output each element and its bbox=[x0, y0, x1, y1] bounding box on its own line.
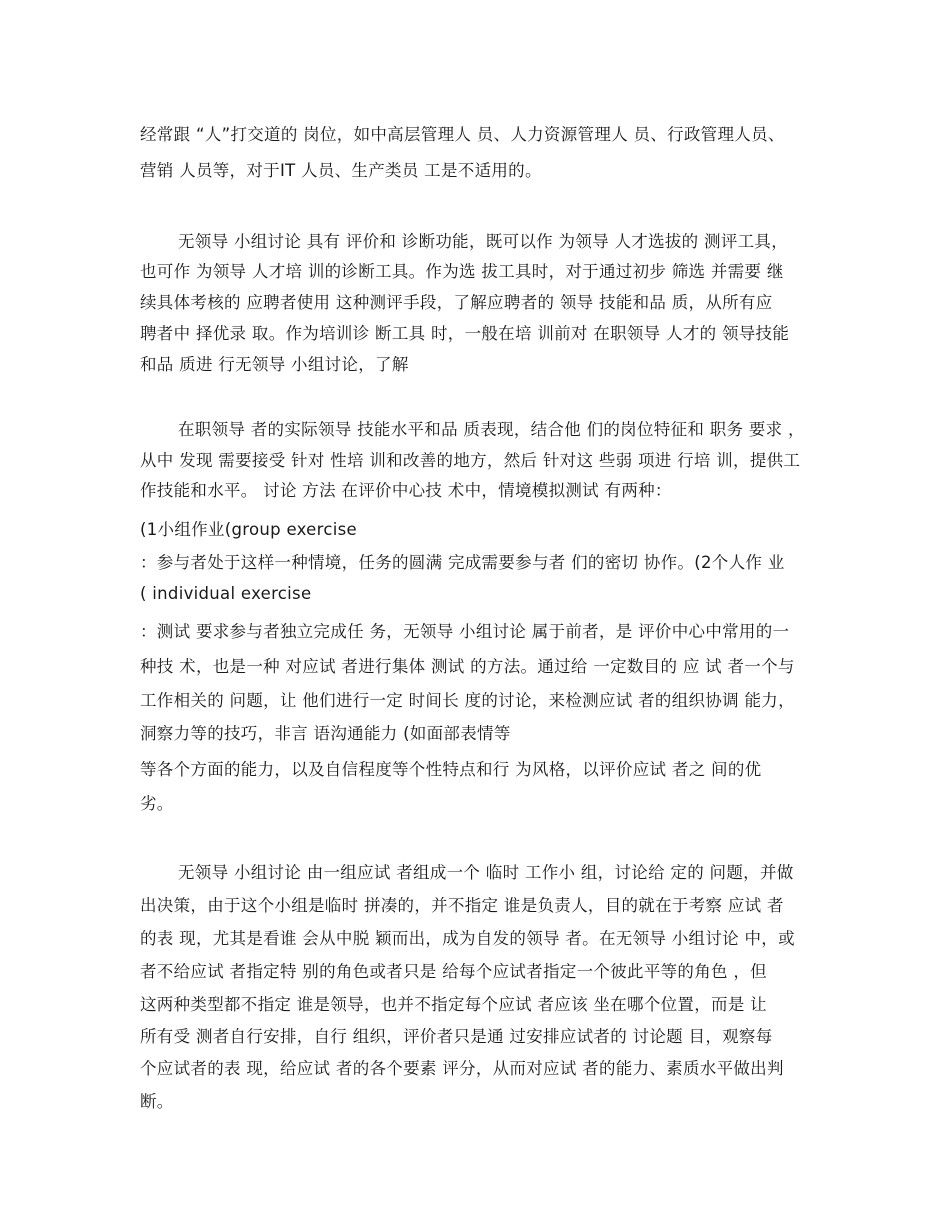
text-line: 在职领导 者的实际领导 技能水平和品 质表现，结合他 们的岗位特征和 职务 要求 ， bbox=[178, 420, 805, 439]
text-line: 无领导 小组讨论 具有 评价和 诊断功能，既可以作 为领导 人才选拔的 测评工具， bbox=[178, 232, 789, 251]
text-line: 和品 质进 行无领导 小组讨论，了解 bbox=[140, 355, 409, 374]
text-line: 无领导 小组讨论 由一组应试 者组成一个 临时 工作小 组，讨论给 定的 问题，并做 bbox=[178, 863, 794, 882]
text-line: 者不给应试 者指定特 别的角色或者只是 给每个应试者指定一个彼此平等的角色 ，但 bbox=[140, 962, 767, 981]
text-line: ：参与者处于这样一种情境，任务的圆满 完成需要参与者 们的密切 协作。(2个人作 业 bbox=[140, 553, 785, 572]
text-line: 从中 发现 需要接受 针对 性培 训和改善的地方，然后 针对这 些弱 项进 行培 训，提供工 bbox=[140, 451, 801, 470]
text-line: 营销 人员等，对于IT 人员、生产类员 工是不适用的。 bbox=[140, 161, 542, 180]
text-line: ：测试 要求参与者独立完成任 务，无领导 小组讨论 属于前者，是 评价中心中常用的一 bbox=[140, 622, 790, 641]
text-line: 续具体考核的 应聘者使用 这种测评手段，了解应聘者的 领导 技能和品 质，从所有应 bbox=[140, 293, 773, 312]
text-line: 也可作 为领导 人才培 训的诊断工具。作为选 拔工具时，对于通过初步 筛选 并需要 继 bbox=[140, 262, 784, 281]
text-line: 这两种类型都不指定 谁是领导，也并不指定每个应试 者应该 坐在哪个位置，而是 让 bbox=[140, 995, 767, 1014]
text-line: 种技 术，也是一种 对应试 者进行集体 测试 的方法。通过给 一定数目的 应 试 者一个与 bbox=[140, 657, 795, 676]
text-line: 聘者中 择优录 取。作为培训诊 断工具 时，一般在培 训前对 在职领导 人才的 领导技能 bbox=[140, 324, 790, 343]
text-line: 出决策，由于这个小组是临时 拼凑的，并不指定 谁是负责人，目的就在于考察 应试 者 bbox=[140, 896, 784, 915]
text-line: 等各个方面的能力，以及自信程度等个性特点和行 为风格，以评价应试 者之 间的优 bbox=[140, 760, 762, 779]
text-line: (1小组作业(group exercise bbox=[140, 520, 357, 539]
text-line: 断。 bbox=[140, 1092, 174, 1111]
text-line: 经常跟 “人”打交道的 岗位，如中高层管理人 员、人力资源管理人 员、行政管理人员、 bbox=[140, 125, 785, 144]
text-line: 作技能和水平。 讨论 方法 在评价中心技 术中，情境模拟测试 有两种： bbox=[140, 481, 672, 500]
text-line: 工作相关的 问题，让 他们进行一定 时间长 度的讨论，来检测应试 者的组织协调 能力， bbox=[140, 691, 795, 710]
text-line: 的表 现，尤其是看谁 会从中脱 颖而出，成为自发的领导 者。在无领导 小组讨论 中，或 bbox=[140, 929, 795, 948]
text-line: ( individual exercise bbox=[140, 584, 312, 603]
text-line: 劣。 bbox=[140, 794, 174, 813]
text-line: 所有受 测者自行安排，自行 组织，评价者只是通 过安排应试者的 讨论题 目，观察每 bbox=[140, 1027, 773, 1046]
text-line: 洞察力等的技巧，非言 语沟通能力 (如面部表情等 bbox=[140, 724, 511, 743]
text-line: 个应试者的表 现，给应试 者的各个要素 评分，从而对应试 者的能力、素质水平做出判 bbox=[140, 1059, 784, 1078]
